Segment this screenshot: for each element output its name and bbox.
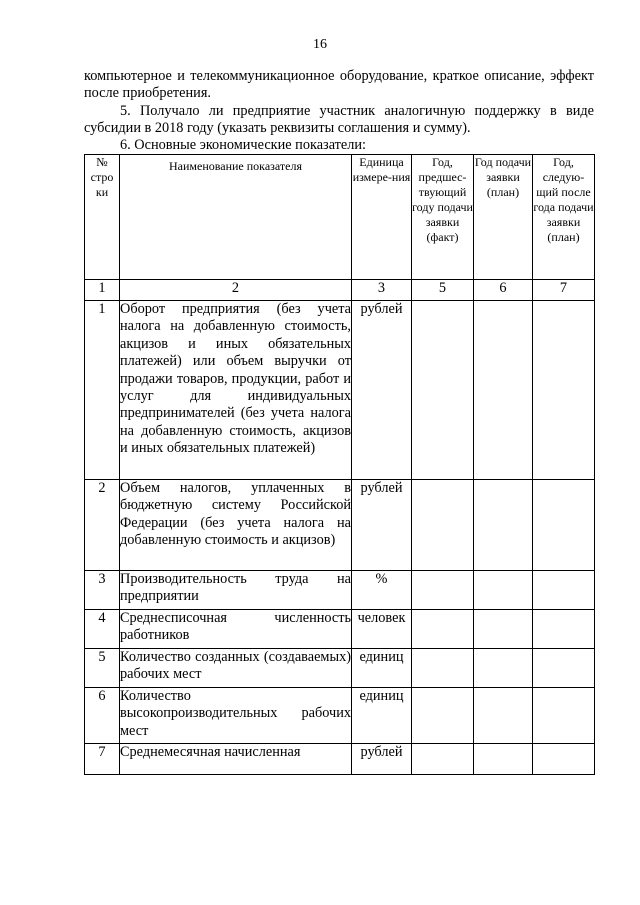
table-row bbox=[85, 688, 595, 744]
row-number: 4 bbox=[85, 610, 120, 649]
value-cell-next[interactable] bbox=[533, 571, 595, 610]
value-cell-next[interactable] bbox=[533, 480, 595, 571]
indicator-unit: единиц bbox=[352, 688, 412, 744]
header-unit: Единица измере-ния bbox=[352, 155, 412, 280]
column-number: 5 bbox=[412, 280, 474, 301]
value-cell-next[interactable] bbox=[533, 649, 595, 688]
table-row bbox=[85, 301, 595, 480]
indicator-name: Производительность труда на предприятии bbox=[120, 571, 352, 610]
indicator-unit: рублей bbox=[352, 744, 412, 775]
value-cell-plan[interactable] bbox=[474, 301, 533, 480]
row-number: 2 bbox=[85, 480, 120, 571]
indicator-unit: рублей bbox=[352, 301, 412, 480]
column-number: 3 bbox=[352, 280, 412, 301]
value-cell-fact[interactable] bbox=[412, 301, 474, 480]
column-number: 2 bbox=[120, 280, 352, 301]
table-row bbox=[85, 744, 595, 775]
paragraph-equipment-description: компьютерное и телекоммуникационное оборудование, краткое описание, эффект после приобретения. bbox=[84, 68, 594, 101]
column-number: 1 bbox=[85, 280, 120, 301]
row-number: 1 bbox=[85, 301, 120, 480]
value-cell-plan[interactable] bbox=[474, 649, 533, 688]
indicator-name: Среднемесячная начисленная bbox=[120, 744, 352, 775]
table-row bbox=[85, 480, 595, 571]
value-cell-fact[interactable] bbox=[412, 688, 474, 744]
value-cell-plan[interactable] bbox=[474, 610, 533, 649]
value-cell-fact[interactable] bbox=[412, 571, 474, 610]
value-cell-fact[interactable] bbox=[412, 649, 474, 688]
table-row bbox=[85, 610, 595, 649]
page-number: 16 bbox=[313, 37, 327, 52]
paragraph-question-5: 5. Получало ли предприятие участник аналогичную поддержку в виде субсидии в 2018 году (указать реквизиты соглашения и сумму). bbox=[84, 103, 594, 136]
row-number: 7 bbox=[85, 744, 120, 775]
column-number: 7 bbox=[533, 280, 595, 301]
indicator-name: Среднесписочная численность работников bbox=[120, 610, 352, 649]
value-cell-next[interactable] bbox=[533, 688, 595, 744]
indicator-unit: единиц bbox=[352, 649, 412, 688]
row-number: 6 bbox=[85, 688, 120, 744]
value-cell-fact[interactable] bbox=[412, 610, 474, 649]
value-cell-next[interactable] bbox=[533, 301, 595, 480]
indicator-name: Оборот предприятия (без учета налога на добавленную стоимость, акцизов и иных обязательных платежей) или объем выручки от продажи товаров, продукции, работ и услуг для индивидуальных предпринимателей (без учета налога на добавленную стоимость, акцизов и иных обязательных платежей) bbox=[120, 301, 352, 480]
header-indicator-name: Наименование показателя bbox=[120, 155, 352, 280]
value-cell-plan[interactable] bbox=[474, 571, 533, 610]
economic-indicators-table bbox=[84, 154, 595, 775]
header-year-fact: Год, предшес-твующий году подачи заявки (факт) bbox=[412, 155, 474, 280]
value-cell-plan[interactable] bbox=[474, 480, 533, 571]
value-cell-next[interactable] bbox=[533, 610, 595, 649]
table-row bbox=[85, 571, 595, 610]
value-cell-next[interactable] bbox=[533, 744, 595, 775]
row-number: 3 bbox=[85, 571, 120, 610]
header-year-plan: Год подачи заявки (план) bbox=[474, 155, 533, 280]
column-number-row bbox=[85, 280, 595, 301]
value-cell-fact[interactable] bbox=[412, 744, 474, 775]
indicator-unit: % bbox=[352, 571, 412, 610]
header-year-next: Год, следую-щий после года подачи заявки (план) bbox=[533, 155, 595, 280]
indicator-name: Количество созданных (создаваемых) рабочих мест bbox=[120, 649, 352, 688]
paragraph-question-6: 6. Основные экономические показатели: bbox=[120, 137, 367, 153]
row-number: 5 bbox=[85, 649, 120, 688]
indicator-unit: человек bbox=[352, 610, 412, 649]
column-number: 6 bbox=[474, 280, 533, 301]
table-row bbox=[85, 649, 595, 688]
value-cell-fact[interactable] bbox=[412, 480, 474, 571]
value-cell-plan[interactable] bbox=[474, 744, 533, 775]
indicator-name: Количество высокопроизводительных рабочих мест bbox=[120, 688, 352, 744]
indicator-unit: рублей bbox=[352, 480, 412, 571]
table-header-row bbox=[85, 155, 595, 280]
header-row-number: № стро ки bbox=[85, 155, 120, 280]
value-cell-plan[interactable] bbox=[474, 688, 533, 744]
indicator-name: Объем налогов, уплаченных в бюджетную систему Российской Федерации (без учета налога на добавленную стоимость и акцизов) bbox=[120, 480, 352, 571]
